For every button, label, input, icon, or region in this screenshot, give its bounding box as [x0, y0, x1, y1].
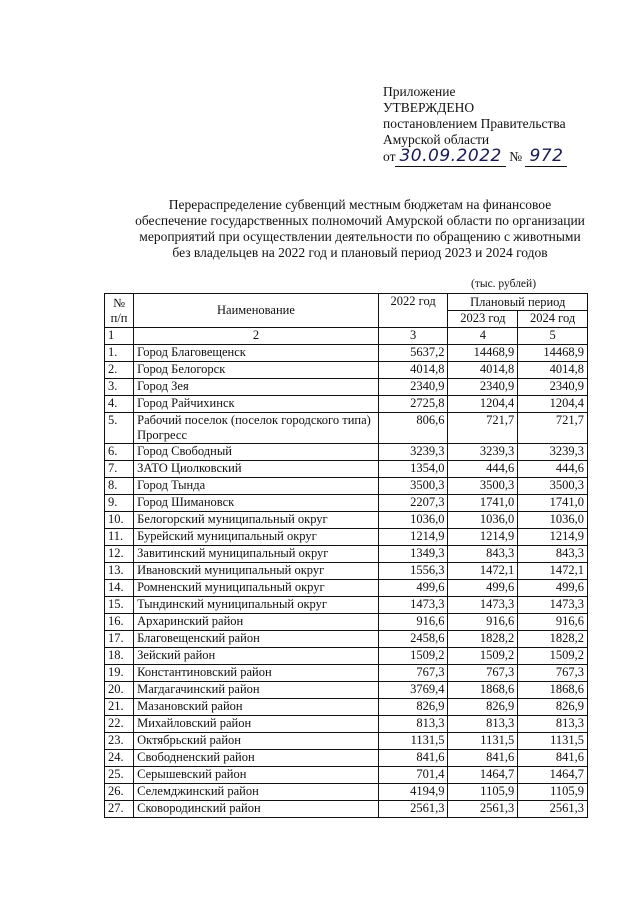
table-row [105, 345, 588, 362]
col-number: 2 [134, 328, 379, 345]
table-row [105, 784, 588, 801]
header-2022: 2022 год [378, 294, 448, 328]
row-value-2022: 2725,8 [378, 396, 448, 413]
table-row [105, 682, 588, 699]
units-note: (тыс. рублей) [471, 278, 537, 290]
row-number: 23. [105, 733, 134, 750]
row-name: Город Райчихинск [134, 396, 379, 413]
row-name: Город Зея [134, 379, 379, 396]
approval-approved: УТВЕРЖДЕНО [383, 100, 475, 115]
row-name: Город Благовещенск [134, 345, 379, 362]
row-value-2023: 1472,1 [448, 563, 518, 580]
approval-date-line [383, 148, 613, 165]
row-number: 9. [105, 495, 134, 512]
table-row [105, 699, 588, 716]
row-number: 11. [105, 529, 134, 546]
row-value-2022: 701,4 [378, 767, 448, 784]
row-value-2024: 499,6 [518, 580, 588, 597]
table-row [105, 631, 588, 648]
row-number: 13. [105, 563, 134, 580]
table-row [105, 648, 588, 665]
table-row [105, 580, 588, 597]
table-row [105, 512, 588, 529]
row-value-2023: 843,3 [448, 546, 518, 563]
row-value-2023: 4014,8 [448, 362, 518, 379]
table-row [105, 396, 588, 413]
row-value-2024: 767,3 [518, 665, 588, 682]
row-value-2024: 4014,8 [518, 362, 588, 379]
row-value-2023: 1131,5 [448, 733, 518, 750]
row-value-2022: 1473,3 [378, 597, 448, 614]
table-row [105, 461, 588, 478]
row-name: Город Тында [134, 478, 379, 495]
row-name: Зейский район [134, 648, 379, 665]
row-value-2023: 1509,2 [448, 648, 518, 665]
row-number: 26. [105, 784, 134, 801]
row-value-2024: 1204,4 [518, 396, 588, 413]
row-value-2022: 499,6 [378, 580, 448, 597]
row-value-2023: 1036,0 [448, 512, 518, 529]
row-value-2022: 1509,2 [378, 648, 448, 665]
row-name: Мазановский район [134, 699, 379, 716]
row-value-2023: 2340,9 [448, 379, 518, 396]
row-value-2024: 1464,7 [518, 767, 588, 784]
row-value-2022: 5637,2 [378, 345, 448, 362]
row-value-2024: 1473,3 [518, 597, 588, 614]
row-value-2022: 4194,9 [378, 784, 448, 801]
table-row [105, 529, 588, 546]
row-number: 24. [105, 750, 134, 767]
header-planned: Плановый период [448, 294, 588, 311]
row-value-2024: 826,9 [518, 699, 588, 716]
row-number: 16. [105, 614, 134, 631]
table-row [105, 597, 588, 614]
row-value-2022: 2458,6 [378, 631, 448, 648]
table-row [105, 563, 588, 580]
row-name: Тындинский муниципальный округ [134, 597, 379, 614]
row-value-2022: 916,6 [378, 614, 448, 631]
row-name: Ромненский муниципальный округ [134, 580, 379, 597]
row-value-2024: 3500,3 [518, 478, 588, 495]
table-row [105, 362, 588, 379]
row-name: Константиновский район [134, 665, 379, 682]
row-number: 20. [105, 682, 134, 699]
approval-resolution: постановлением Правительства [383, 116, 566, 131]
column-number-row [105, 328, 588, 345]
row-value-2023: 916,6 [448, 614, 518, 631]
row-value-2023: 1828,2 [448, 631, 518, 648]
row-name: Город Шимановск [134, 495, 379, 512]
row-value-2023: 3239,3 [448, 444, 518, 461]
row-number: 17. [105, 631, 134, 648]
row-name: Магдагачинский район [134, 682, 379, 699]
row-value-2024: 1828,2 [518, 631, 588, 648]
row-value-2024: 1036,0 [518, 512, 588, 529]
row-value-2024: 1105,9 [518, 784, 588, 801]
row-name: ЗАТО Циолковский [134, 461, 379, 478]
row-value-2024: 1472,1 [518, 563, 588, 580]
row-value-2024: 813,3 [518, 716, 588, 733]
row-number: 18. [105, 648, 134, 665]
table-row [105, 444, 588, 461]
col-number: 1 [105, 328, 134, 345]
row-value-2023: 1473,3 [448, 597, 518, 614]
row-number: 5. [105, 413, 134, 444]
title-line-4: без владельцев на 2022 год и плановый период 2023 и 2024 годов [172, 245, 548, 260]
table-body [105, 345, 588, 818]
row-value-2024: 444,6 [518, 461, 588, 478]
title-line-3: мероприятий при осуществлении деятельности по обращению с животными [139, 229, 581, 244]
row-name: Серышевский район [134, 767, 379, 784]
row-number: 10. [105, 512, 134, 529]
row-value-2024: 1741,0 [518, 495, 588, 512]
row-name: Бурейский муниципальный округ [134, 529, 379, 546]
row-value-2022: 1214,9 [378, 529, 448, 546]
table-row [105, 413, 588, 444]
row-name: Михайловский район [134, 716, 379, 733]
row-value-2022: 813,3 [378, 716, 448, 733]
row-name: Сковородинский район [134, 801, 379, 818]
row-name: Ивановский муниципальный округ [134, 563, 379, 580]
row-value-2022: 806,6 [378, 413, 448, 444]
row-value-2024: 1131,5 [518, 733, 588, 750]
row-value-2022: 2207,3 [378, 495, 448, 512]
row-number: 8. [105, 478, 134, 495]
row-value-2023: 841,6 [448, 750, 518, 767]
row-value-2023: 499,6 [448, 580, 518, 597]
table-row [105, 495, 588, 512]
row-number: 15. [105, 597, 134, 614]
document-title [110, 197, 610, 261]
row-name: Благовещенский район [134, 631, 379, 648]
col-number: 4 [448, 328, 518, 345]
row-value-2022: 1556,3 [378, 563, 448, 580]
row-name: Архаринский район [134, 614, 379, 631]
row-value-2022: 767,3 [378, 665, 448, 682]
row-name: Свободненский район [134, 750, 379, 767]
row-value-2024: 1509,2 [518, 648, 588, 665]
row-name: Белогорский муниципальный округ [134, 512, 379, 529]
row-value-2023: 1214,9 [448, 529, 518, 546]
row-name: Завитинский муниципальный округ [134, 546, 379, 563]
row-value-2022: 826,9 [378, 699, 448, 716]
table-row [105, 665, 588, 682]
row-value-2023: 444,6 [448, 461, 518, 478]
row-value-2022: 1349,3 [378, 546, 448, 563]
header-row-1 [105, 294, 588, 311]
number-prefix: № [509, 149, 523, 164]
row-number: 12. [105, 546, 134, 563]
row-value-2024: 721,7 [518, 413, 588, 444]
row-number: 7. [105, 461, 134, 478]
approval-block [383, 84, 613, 165]
row-value-2024: 841,6 [518, 750, 588, 767]
col-number: 5 [518, 328, 588, 345]
approval-region: Амурской области [383, 132, 490, 147]
row-value-2023: 813,3 [448, 716, 518, 733]
row-number: 1. [105, 345, 134, 362]
row-value-2022: 1354,0 [378, 461, 448, 478]
row-number: 19. [105, 665, 134, 682]
row-number: 27. [105, 801, 134, 818]
row-name: Октябрьский район [134, 733, 379, 750]
subsidy-table [104, 293, 588, 818]
row-value-2023: 1464,7 [448, 767, 518, 784]
date-prefix: от [383, 149, 396, 164]
row-name: Рабочий поселок (поселок городского типа) Прогресс [134, 413, 379, 444]
row-number: 3. [105, 379, 134, 396]
title-line-2: обеспечение государственных полномочий Амурской области по организации [135, 213, 585, 228]
table-row [105, 716, 588, 733]
row-value-2024: 2340,9 [518, 379, 588, 396]
row-value-2024: 1214,9 [518, 529, 588, 546]
title-line-1: Перераспределение субвенций местным бюджетам на финансовое [168, 197, 552, 212]
row-value-2022: 2561,3 [378, 801, 448, 818]
row-value-2023: 1741,0 [448, 495, 518, 512]
row-value-2022: 2340,9 [378, 379, 448, 396]
row-value-2022: 1036,0 [378, 512, 448, 529]
row-value-2024: 843,3 [518, 546, 588, 563]
row-value-2022: 4014,8 [378, 362, 448, 379]
header-name: Наименование [134, 294, 379, 328]
header-2023: 2023 год [448, 311, 518, 328]
row-value-2023: 721,7 [448, 413, 518, 444]
row-number: 22. [105, 716, 134, 733]
table-row [105, 614, 588, 631]
row-number: 6. [105, 444, 134, 461]
col-number: 3 [378, 328, 448, 345]
header-2024: 2024 год [518, 311, 588, 328]
table-row [105, 801, 588, 818]
row-value-2023: 1105,9 [448, 784, 518, 801]
row-value-2023: 1868,6 [448, 682, 518, 699]
row-value-2022: 3500,3 [378, 478, 448, 495]
row-number: 21. [105, 699, 134, 716]
table-row [105, 546, 588, 563]
row-name: Город Свободный [134, 444, 379, 461]
row-value-2024: 3239,3 [518, 444, 588, 461]
row-name: Город Белогорск [134, 362, 379, 379]
row-value-2023: 826,9 [448, 699, 518, 716]
table-row [105, 733, 588, 750]
row-number: 4. [105, 396, 134, 413]
row-name: Селемджинский район [134, 784, 379, 801]
table-row [105, 478, 588, 495]
row-value-2022: 841,6 [378, 750, 448, 767]
handwritten-number: 972 [525, 146, 567, 167]
row-value-2024: 14468,9 [518, 345, 588, 362]
table-row [105, 750, 588, 767]
row-value-2023: 1204,4 [448, 396, 518, 413]
header-num: № п/п [105, 294, 134, 328]
row-value-2023: 14468,9 [448, 345, 518, 362]
table-row [105, 767, 588, 784]
row-number: 14. [105, 580, 134, 597]
row-number: 25. [105, 767, 134, 784]
row-value-2022: 3239,3 [378, 444, 448, 461]
handwritten-date: 30.09.2022 [395, 146, 505, 167]
row-value-2024: 2561,3 [518, 801, 588, 818]
row-value-2022: 1131,5 [378, 733, 448, 750]
row-value-2024: 1868,6 [518, 682, 588, 699]
row-value-2024: 916,6 [518, 614, 588, 631]
approval-appendix: Приложение [383, 84, 456, 99]
row-number: 2. [105, 362, 134, 379]
table-row [105, 379, 588, 396]
row-value-2023: 2561,3 [448, 801, 518, 818]
row-value-2023: 767,3 [448, 665, 518, 682]
row-value-2022: 3769,4 [378, 682, 448, 699]
row-value-2023: 3500,3 [448, 478, 518, 495]
